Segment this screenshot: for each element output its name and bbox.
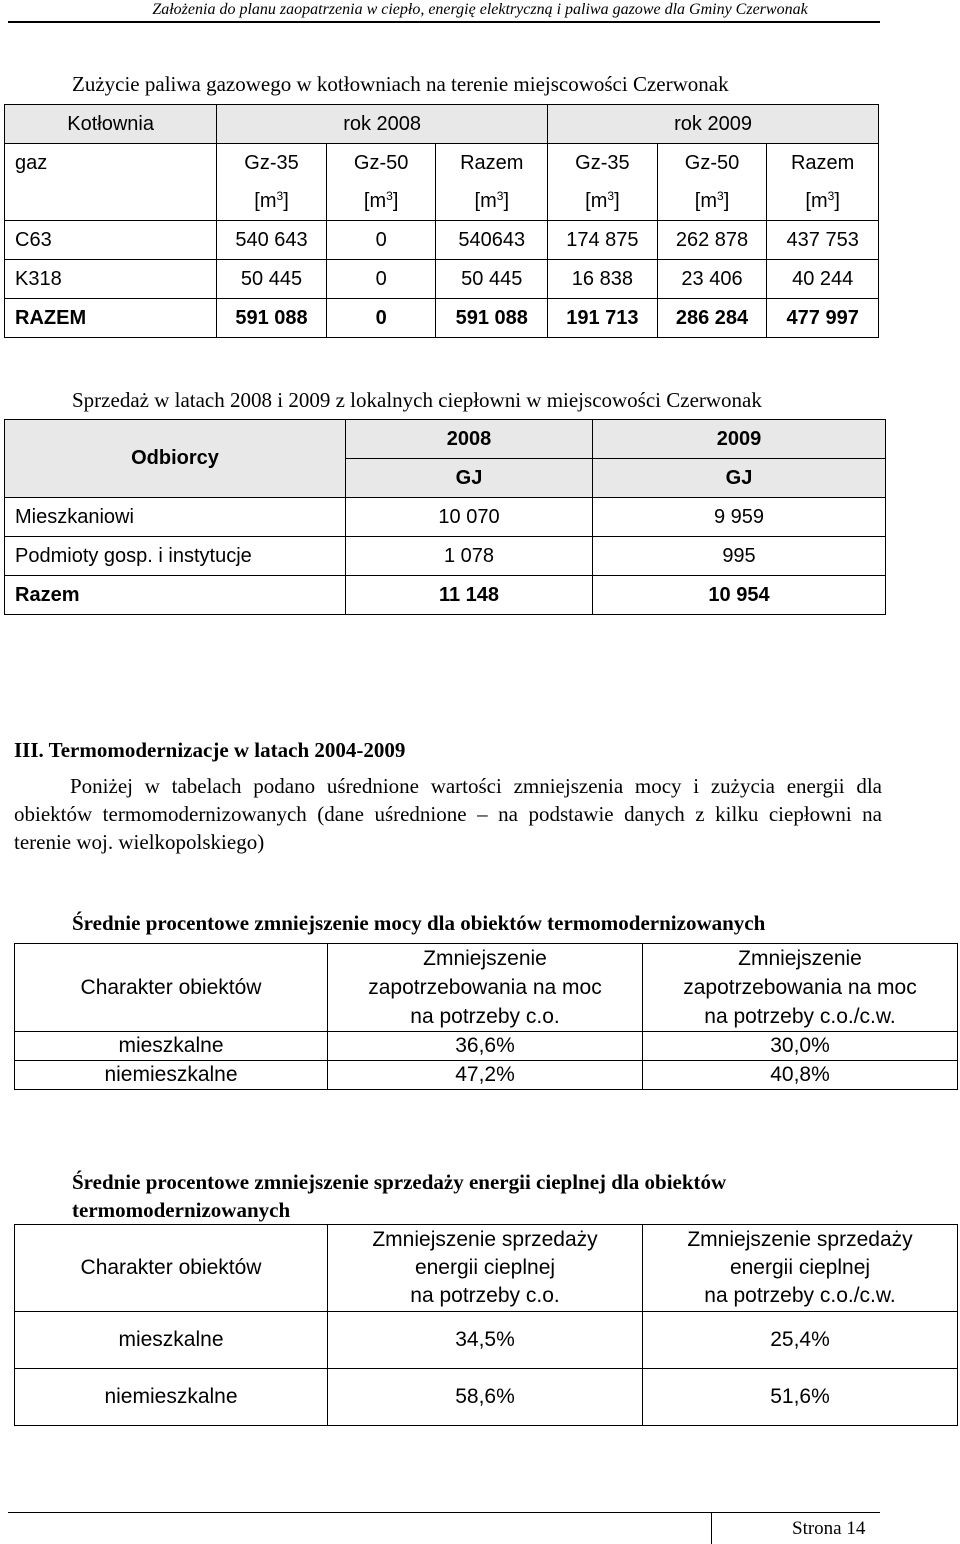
table3-caption: Średnie procentowe zmniejszenie mocy dla obiektów termomodernizowanych (72, 911, 766, 935)
page-number: Strona 14 (792, 1518, 866, 1539)
unit-cell: $[m^3]$ (217, 182, 327, 221)
unit-cell: $[m^3]$ (548, 182, 658, 221)
header-kotlownia: Kotłownia (5, 105, 217, 144)
subheader-razem-2008: Razem (436, 144, 548, 183)
subheader-razem-2009: Razem (767, 144, 879, 183)
table2-caption: Sprzedaż w latach 2008 i 2009 z lokalnych ciepłowni w miejscowości Czerwonak (72, 388, 762, 412)
unit-cell: $[m^3]$ (767, 182, 879, 221)
power-reduction-table (14, 943, 958, 1090)
header-year-2009: rok 2009 (548, 105, 879, 144)
table-row: K318 50 445 0 50 445 16 838 23 406 40 244 (5, 260, 879, 299)
subheader-gz50-2009: Gz-50 (657, 144, 767, 183)
section-heading: III. Termomodernizacje w latach 2004-2009 (14, 738, 406, 762)
header-co: Zmniejszenie sprzedaży energii cieplnej na potrzeby c.o. (328, 1225, 643, 1312)
header-charakter: Charakter obiektów (15, 1225, 328, 1312)
header-year-2008: rok 2008 (217, 105, 548, 144)
table-row: niemieszkalne 47,2% 40,8% (15, 1061, 958, 1090)
gas-consumption-table (4, 104, 879, 338)
energy-sales-reduction-table (14, 1224, 958, 1426)
table1-caption: Zużycie paliwa gazowego w kotłowniach na terenie miejscowości Czerwonak (72, 72, 729, 96)
table-row: niemieszkalne 58,6% 51,6% (15, 1369, 958, 1426)
table-row: mieszkalne 34,5% 25,4% (15, 1312, 958, 1369)
heat-sales-table (4, 419, 886, 615)
unit-cell: $[m^3]$ (436, 182, 548, 221)
unit-2009: GJ (593, 459, 886, 498)
unit-2008: GJ (346, 459, 593, 498)
header-rule (8, 21, 880, 23)
table4-caption-line2: termomodernizowanych (72, 1198, 291, 1222)
header-co-cw: Zmniejszenie sprzedaży energii cieplnej na potrzeby c.o./c.w. (643, 1225, 958, 1312)
header-co: Zmniejszenie zapotrzebowania na moc na potrzeby c.o. (328, 944, 643, 1032)
header-2008: 2008 (346, 420, 593, 459)
header-charakter: Charakter obiektów (15, 944, 328, 1032)
unit-cell: $[m^3]$ (657, 182, 767, 221)
table-row: Mieszkaniowi 10 070 9 959 (5, 498, 886, 537)
subheader-gz35-2009: Gz-35 (548, 144, 658, 183)
subheader-gz50-2008: Gz-50 (326, 144, 436, 183)
table-total-row: RAZEM 591 088 0 591 088 191 713 286 284 477 997 (5, 299, 879, 338)
section-paragraph: Poniżej w tabelach podano uśrednione wartości zmniejszenia mocy i zużycia energii dla obiektów termomodernizowanych (dane uśrednione – na podstawie danych z kilku ciepłowni na terenie woj. wielkopolskiego) (14, 774, 882, 854)
table-row: Podmioty gosp. i instytucje 1 078 995 (5, 537, 886, 576)
table-total-row: Razem 11 148 10 954 (5, 576, 886, 615)
table-row: mieszkalne 36,6% 30,0% (15, 1032, 958, 1061)
subheader-gz35-2008: Gz-35 (217, 144, 327, 183)
header-co-cw: Zmniejszenie zapotrzebowania na moc na potrzeby c.o./c.w. (643, 944, 958, 1032)
unit-cell: $[m^3]$ (326, 182, 436, 221)
header-odbiorcy: Odbiorcy (5, 420, 346, 498)
table-row: C63 540 643 0 540643 174 875 262 878 437 753 (5, 221, 879, 260)
header-gaz: gaz (5, 144, 217, 183)
footer-divider (711, 1512, 712, 1544)
footer-rule (8, 1512, 880, 1513)
header-2009: 2009 (593, 420, 886, 459)
table4-caption-line1: Średnie procentowe zmniejszenie sprzedaży energii cieplnej dla obiektów (72, 1170, 727, 1194)
page-header: Założenia do planu zaopatrzenia w ciepło, energię elektryczną i paliwa gazowe dla Gminy Czerwonak (152, 1, 808, 18)
